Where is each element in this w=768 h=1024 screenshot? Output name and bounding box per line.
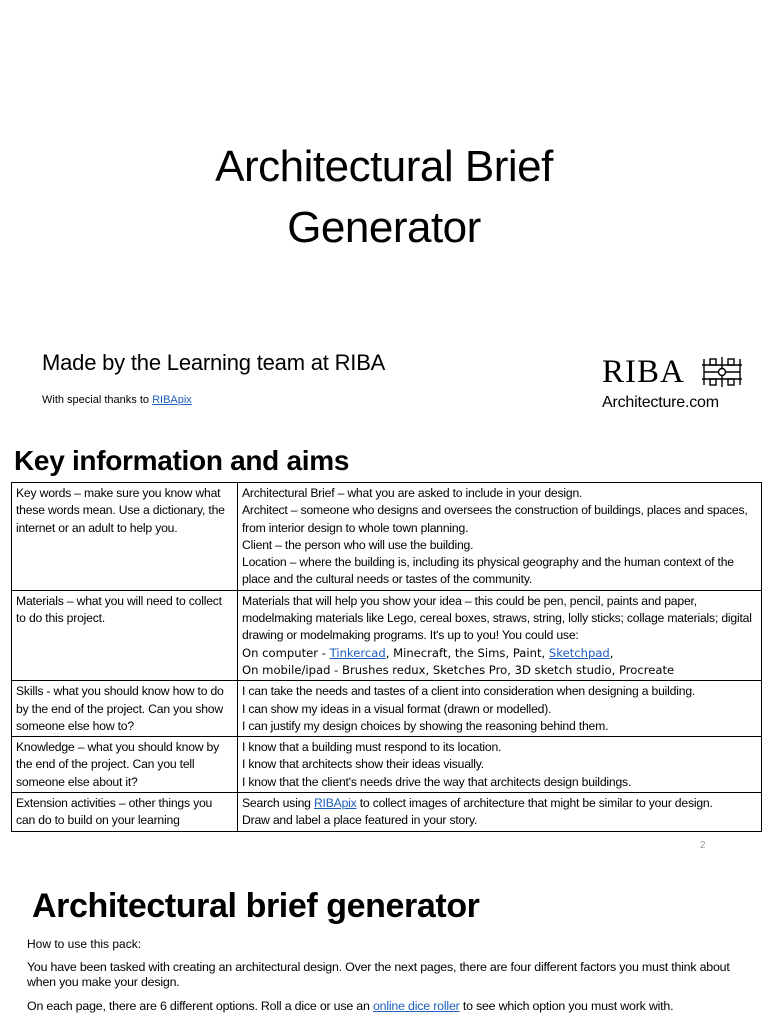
table-row-extension [12,793,762,832]
search-line [242,795,757,812]
generator-paragraph-2 [27,999,742,1014]
text-line: I know that the client's needs drive the way that architects design buildings. [242,774,632,789]
made-by-text: Made by the Learning team at RIBA [42,350,386,375]
row-label-materials: Materials – what you will need to collect to do this project. [12,590,238,680]
text-line: I can justify my design choices by showing the reasoning behind them. [242,718,609,733]
text-line: I can take the needs and tastes of a client into consideration when designing a building. [242,684,696,699]
table-row-key-words [12,483,762,591]
paragraph-2-prefix: On each page, there are 6 different options. Roll a dice or use an [27,999,373,1013]
text-line: I know that architects show their ideas visually. [242,757,484,772]
row-content-extension [238,793,762,832]
key-info-table [11,482,762,832]
table-row-skills [12,681,762,737]
generator-heading: Architectural brief generator [32,887,480,925]
text-line: Client – the person who will use the building. [242,537,474,552]
text-line: Location – where the building is, including its physical geography and the human context of the place and the cultural needs or tastes of the community. [242,555,734,587]
row-label-knowledge: Knowledge – what you should know by the end of the project. Can you tell someone else about it? [12,737,238,793]
text-line: Draw and label a place featured in your story. [242,813,478,828]
row-content-key-words [238,483,762,591]
ribapix-link[interactable]: RIBApix [152,394,192,406]
text-line: I can show my ideas in a visual format (drawn or modelled). [242,701,552,716]
thanks-prefix: With special thanks to [42,394,153,406]
ribapix-search-link[interactable]: RIBApix [313,796,357,811]
page-number: 2 [700,840,706,851]
page-title [0,136,768,258]
computer-prefix: On computer - [242,645,330,660]
sketchpad-link[interactable]: Sketchpad [548,645,610,660]
dice-roller-link[interactable]: online dice roller [372,999,460,1013]
mobile-tools-line: On mobile/ipad - Brushes redux, Sketches Pro, 3D sketch studio, Procreate [242,662,675,677]
table-row-materials [12,590,762,680]
page-title-line-1: Architectural Brief [215,142,553,191]
text-line: Materials that will help you show your idea – this could be pen, pencil, paints and paper, modelmaking materials like Lego, cereal boxes, straws, string, lolly sticks; collage materials; digital drawing or modelmaking programs. It's up to you! You could use: [242,593,752,643]
riba-subtitle: Architecture.com [602,394,719,411]
row-label-key-words: Key words – make sure you know what these words mean. Use a dictionary, the internet or an adult to help you. [12,483,238,591]
row-content-materials [238,590,762,680]
riba-wordmark: RIBA [602,354,685,390]
computer-tools-line [242,645,757,662]
row-content-knowledge [238,737,762,793]
table-row-knowledge [12,737,762,793]
tinkercad-link[interactable]: Tinkercad [329,645,386,660]
paragraph-2-suffix: to see which option you must work with. [459,999,674,1013]
row-label-skills: Skills - what you should know how to do by the end of the project. Can you show someone else how to? [12,681,238,737]
riba-logo [600,350,750,416]
search-suffix: to collect images of architecture that might be similar to your design. [356,796,713,811]
riba-crest-icon [700,355,744,389]
computer-suffix: , [609,645,614,660]
row-label-extension: Extension activities – other things you can do to build on your learning [12,793,238,832]
generator-paragraph-1: You have been tasked with creating an architectural design. Over the next pages, there are four different factors you must think about when you make your design. [27,960,730,989]
page-title-line-2: Generator [287,203,481,252]
thanks-text [42,393,192,407]
row-content-skills [238,681,762,737]
how-to-label: How to use this pack: [27,937,142,951]
text-line: Architect – someone who designs and oversees the construction of buildings, places and spaces, from interior design to whole town planning. [242,503,748,535]
text-line: I know that a building must respond to its location. [242,740,502,755]
search-prefix: Search using [242,796,314,811]
text-line: Architectural Brief – what you are asked to include in your design. [242,486,583,500]
key-info-heading: Key information and aims [14,445,350,476]
computer-middle: , Minecraft, the Sims, Paint, [385,645,549,660]
